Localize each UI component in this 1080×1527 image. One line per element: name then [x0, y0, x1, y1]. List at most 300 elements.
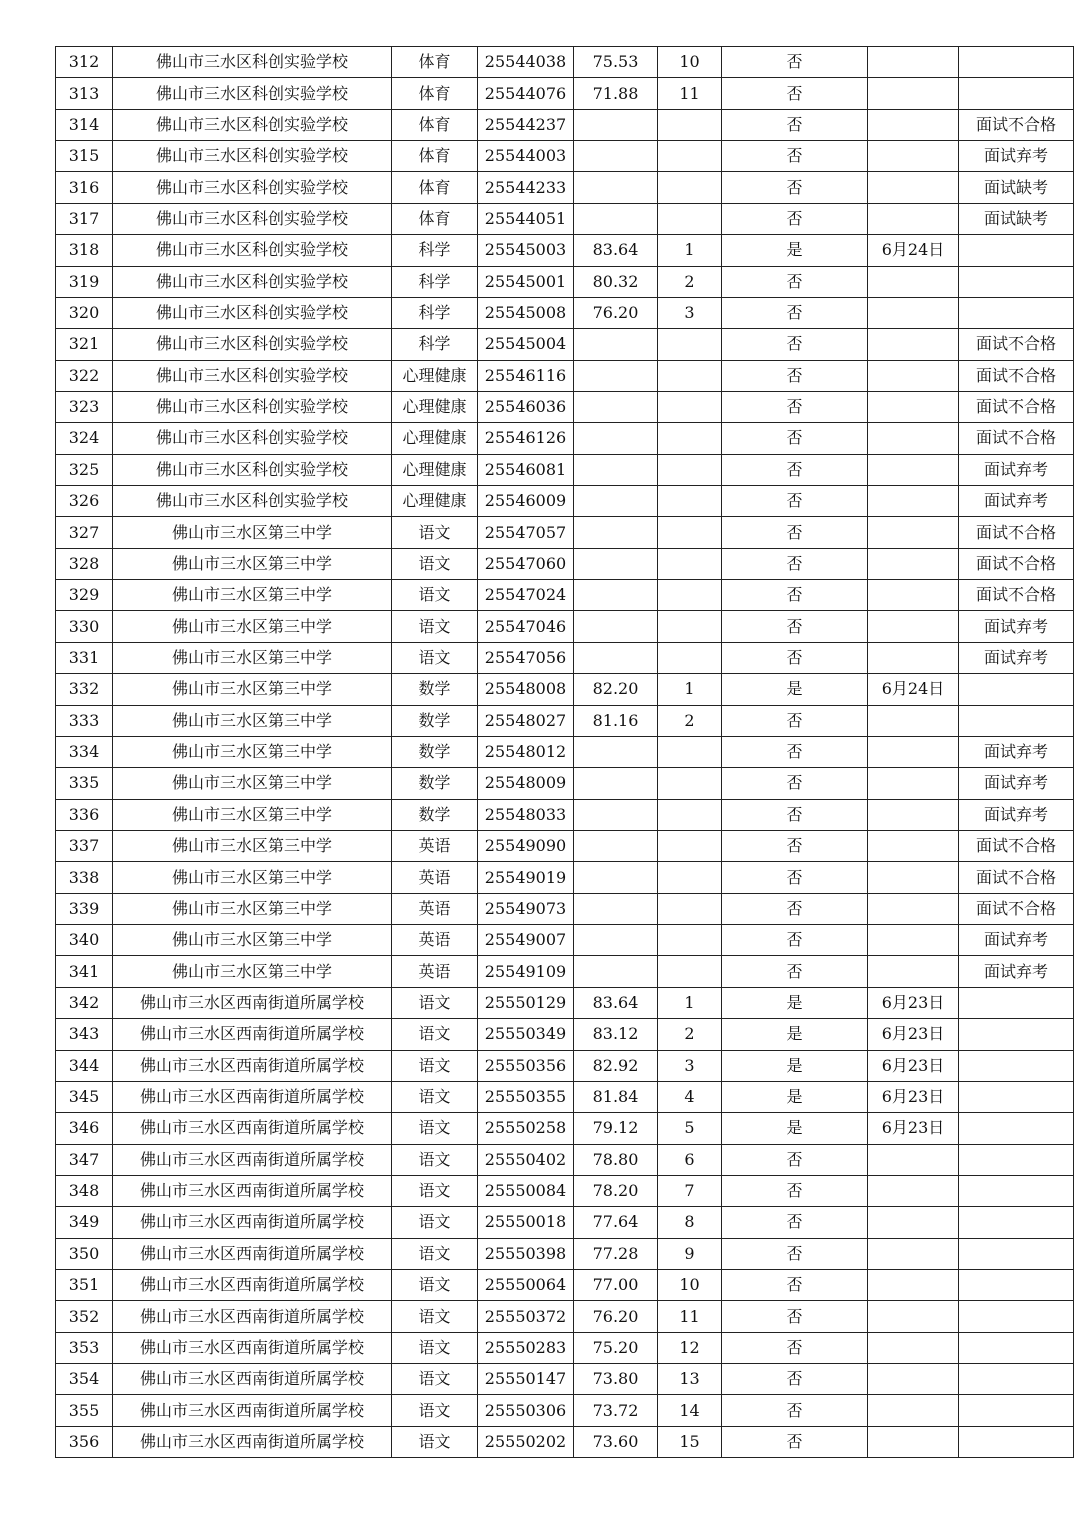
physical-exam-date-cell [868, 642, 959, 673]
subject-cell: 英语 [392, 956, 478, 987]
subject-cell: 语文 [392, 1270, 478, 1301]
row-number-cell: 316 [56, 172, 113, 203]
score-cell: 81.16 [574, 705, 658, 736]
subject-cell: 语文 [392, 1113, 478, 1144]
enter-physical-exam-cell: 否 [722, 47, 868, 78]
physical-exam-date-cell: 6月24日 [868, 235, 959, 266]
enter-physical-exam-cell: 否 [722, 423, 868, 454]
remark-cell [959, 1270, 1074, 1301]
score-cell: 71.88 [574, 78, 658, 109]
table-row [56, 1207, 1074, 1238]
remark-cell [959, 987, 1074, 1018]
table-row [56, 1019, 1074, 1050]
remark-cell [959, 235, 1074, 266]
exam-id-cell: 25544233 [478, 172, 574, 203]
table-row [56, 642, 1074, 673]
rank-cell [658, 423, 722, 454]
rank-cell: 1 [658, 674, 722, 705]
subject-cell: 数学 [392, 705, 478, 736]
score-cell [574, 548, 658, 579]
table-row [56, 47, 1074, 78]
subject-cell: 语文 [392, 1301, 478, 1332]
subject-cell: 心理健康 [392, 360, 478, 391]
school-name-cell: 佛山市三水区科创实验学校 [113, 486, 392, 517]
table-row [56, 580, 1074, 611]
score-cell: 73.72 [574, 1395, 658, 1426]
enter-physical-exam-cell: 否 [722, 925, 868, 956]
table-row [56, 1332, 1074, 1363]
table-row [56, 1144, 1074, 1175]
physical-exam-date-cell [868, 580, 959, 611]
physical-exam-date-cell: 6月23日 [868, 987, 959, 1018]
physical-exam-date-cell [868, 893, 959, 924]
remark-cell: 面试弃考 [959, 141, 1074, 172]
score-cell: 73.80 [574, 1364, 658, 1395]
rank-cell: 6 [658, 1144, 722, 1175]
physical-exam-date-cell [868, 548, 959, 579]
remark-cell: 面试弃考 [959, 799, 1074, 830]
physical-exam-date-cell [868, 109, 959, 140]
rank-cell [658, 893, 722, 924]
table-row [56, 1050, 1074, 1081]
remark-cell: 面试不合格 [959, 423, 1074, 454]
row-number-cell: 312 [56, 47, 113, 78]
exam-id-cell: 25549007 [478, 925, 574, 956]
table-row [56, 486, 1074, 517]
enter-physical-exam-cell: 是 [722, 987, 868, 1018]
rank-cell: 2 [658, 705, 722, 736]
score-cell [574, 956, 658, 987]
remark-cell: 面试弃考 [959, 642, 1074, 673]
score-cell: 73.60 [574, 1426, 658, 1457]
remark-cell: 面试弃考 [959, 611, 1074, 642]
score-cell: 77.00 [574, 1270, 658, 1301]
physical-exam-date-cell: 6月23日 [868, 1019, 959, 1050]
subject-cell: 体育 [392, 78, 478, 109]
enter-physical-exam-cell: 否 [722, 1238, 868, 1269]
physical-exam-date-cell [868, 1175, 959, 1206]
table-row [56, 830, 1074, 861]
school-name-cell: 佛山市三水区第三中学 [113, 956, 392, 987]
score-cell [574, 423, 658, 454]
remark-cell [959, 1207, 1074, 1238]
exam-id-cell: 25547024 [478, 580, 574, 611]
subject-cell: 语文 [392, 1238, 478, 1269]
school-name-cell: 佛山市三水区西南街道所属学校 [113, 1175, 392, 1206]
row-number-cell: 325 [56, 454, 113, 485]
school-name-cell: 佛山市三水区第三中学 [113, 674, 392, 705]
school-name-cell: 佛山市三水区科创实验学校 [113, 391, 392, 422]
school-name-cell: 佛山市三水区西南街道所属学校 [113, 1301, 392, 1332]
physical-exam-date-cell: 6月23日 [868, 1050, 959, 1081]
table-body [56, 47, 1074, 1458]
subject-cell: 体育 [392, 203, 478, 234]
enter-physical-exam-cell: 否 [722, 1207, 868, 1238]
exam-id-cell: 25546116 [478, 360, 574, 391]
remark-cell: 面试弃考 [959, 956, 1074, 987]
rank-cell [658, 925, 722, 956]
table-row [56, 548, 1074, 579]
subject-cell: 心理健康 [392, 486, 478, 517]
physical-exam-date-cell: 6月23日 [868, 1113, 959, 1144]
rank-cell [658, 109, 722, 140]
school-name-cell: 佛山市三水区西南街道所属学校 [113, 1332, 392, 1363]
subject-cell: 语文 [392, 580, 478, 611]
subject-cell: 语文 [392, 1395, 478, 1426]
score-cell [574, 830, 658, 861]
remark-cell: 面试不合格 [959, 548, 1074, 579]
enter-physical-exam-cell: 否 [722, 1270, 868, 1301]
score-cell [574, 141, 658, 172]
physical-exam-date-cell [868, 1426, 959, 1457]
physical-exam-date-cell [868, 172, 959, 203]
results-table [55, 46, 1074, 1458]
enter-physical-exam-cell: 是 [722, 235, 868, 266]
row-number-cell: 333 [56, 705, 113, 736]
row-number-cell: 315 [56, 141, 113, 172]
school-name-cell: 佛山市三水区第三中学 [113, 830, 392, 861]
enter-physical-exam-cell: 否 [722, 360, 868, 391]
score-cell [574, 580, 658, 611]
physical-exam-date-cell [868, 1270, 959, 1301]
table-row [56, 768, 1074, 799]
table-row [56, 391, 1074, 422]
table-row [56, 611, 1074, 642]
remark-cell [959, 1426, 1074, 1457]
table-row [56, 172, 1074, 203]
score-cell: 78.20 [574, 1175, 658, 1206]
school-name-cell: 佛山市三水区科创实验学校 [113, 141, 392, 172]
physical-exam-date-cell [868, 360, 959, 391]
rank-cell [658, 580, 722, 611]
physical-exam-date-cell [868, 1332, 959, 1363]
subject-cell: 科学 [392, 297, 478, 328]
subject-cell: 心理健康 [392, 391, 478, 422]
remark-cell [959, 1332, 1074, 1363]
enter-physical-exam-cell: 否 [722, 799, 868, 830]
score-cell [574, 799, 658, 830]
score-cell: 83.12 [574, 1019, 658, 1050]
table-row [56, 705, 1074, 736]
subject-cell: 科学 [392, 329, 478, 360]
table-row [56, 799, 1074, 830]
row-number-cell: 331 [56, 642, 113, 673]
enter-physical-exam-cell: 否 [722, 454, 868, 485]
remark-cell [959, 266, 1074, 297]
rank-cell: 1 [658, 235, 722, 266]
row-number-cell: 317 [56, 203, 113, 234]
exam-id-cell: 25550356 [478, 1050, 574, 1081]
remark-cell: 面试不合格 [959, 517, 1074, 548]
score-cell [574, 611, 658, 642]
enter-physical-exam-cell: 否 [722, 1175, 868, 1206]
enter-physical-exam-cell: 是 [722, 1019, 868, 1050]
exam-id-cell: 25548027 [478, 705, 574, 736]
subject-cell: 语文 [392, 1019, 478, 1050]
physical-exam-date-cell [868, 423, 959, 454]
exam-id-cell: 25546036 [478, 391, 574, 422]
remark-cell [959, 47, 1074, 78]
enter-physical-exam-cell: 否 [722, 1426, 868, 1457]
table-row [56, 266, 1074, 297]
enter-physical-exam-cell: 否 [722, 1301, 868, 1332]
enter-physical-exam-cell: 否 [722, 830, 868, 861]
score-cell: 78.80 [574, 1144, 658, 1175]
physical-exam-date-cell [868, 141, 959, 172]
exam-id-cell: 25547046 [478, 611, 574, 642]
exam-id-cell: 25550202 [478, 1426, 574, 1457]
score-cell: 82.92 [574, 1050, 658, 1081]
table-row [56, 329, 1074, 360]
remark-cell: 面试不合格 [959, 580, 1074, 611]
row-number-cell: 319 [56, 266, 113, 297]
table-row [56, 360, 1074, 391]
rank-cell: 11 [658, 78, 722, 109]
row-number-cell: 327 [56, 517, 113, 548]
remark-cell [959, 674, 1074, 705]
school-name-cell: 佛山市三水区科创实验学校 [113, 47, 392, 78]
school-name-cell: 佛山市三水区科创实验学校 [113, 297, 392, 328]
table-row [56, 1270, 1074, 1301]
physical-exam-date-cell [868, 1364, 959, 1395]
subject-cell: 体育 [392, 47, 478, 78]
subject-cell: 科学 [392, 235, 478, 266]
exam-id-cell: 25547060 [478, 548, 574, 579]
school-name-cell: 佛山市三水区第三中学 [113, 862, 392, 893]
score-cell: 77.28 [574, 1238, 658, 1269]
subject-cell: 语文 [392, 611, 478, 642]
remark-cell: 面试不合格 [959, 391, 1074, 422]
rank-cell [658, 736, 722, 767]
exam-id-cell: 25550258 [478, 1113, 574, 1144]
school-name-cell: 佛山市三水区科创实验学校 [113, 329, 392, 360]
row-number-cell: 344 [56, 1050, 113, 1081]
subject-cell: 语文 [392, 517, 478, 548]
physical-exam-date-cell [868, 1207, 959, 1238]
subject-cell: 英语 [392, 925, 478, 956]
score-cell [574, 109, 658, 140]
school-name-cell: 佛山市三水区第三中学 [113, 517, 392, 548]
rank-cell [658, 454, 722, 485]
exam-id-cell: 25549073 [478, 893, 574, 924]
physical-exam-date-cell [868, 47, 959, 78]
subject-cell: 语文 [392, 1175, 478, 1206]
subject-cell: 科学 [392, 266, 478, 297]
enter-physical-exam-cell: 否 [722, 1364, 868, 1395]
school-name-cell: 佛山市三水区西南街道所属学校 [113, 1238, 392, 1269]
physical-exam-date-cell [868, 705, 959, 736]
exam-id-cell: 25548012 [478, 736, 574, 767]
row-number-cell: 324 [56, 423, 113, 454]
school-name-cell: 佛山市三水区第三中学 [113, 736, 392, 767]
physical-exam-date-cell [868, 391, 959, 422]
enter-physical-exam-cell: 是 [722, 1113, 868, 1144]
score-cell [574, 486, 658, 517]
school-name-cell: 佛山市三水区科创实验学校 [113, 454, 392, 485]
rank-cell: 5 [658, 1113, 722, 1144]
exam-id-cell: 25548009 [478, 768, 574, 799]
row-number-cell: 332 [56, 674, 113, 705]
rank-cell [658, 830, 722, 861]
table-row [56, 297, 1074, 328]
school-name-cell: 佛山市三水区西南街道所属学校 [113, 1113, 392, 1144]
enter-physical-exam-cell: 否 [722, 78, 868, 109]
rank-cell: 13 [658, 1364, 722, 1395]
physical-exam-date-cell [868, 1301, 959, 1332]
score-cell: 80.32 [574, 266, 658, 297]
physical-exam-date-cell [868, 266, 959, 297]
enter-physical-exam-cell: 否 [722, 1144, 868, 1175]
table-row [56, 862, 1074, 893]
exam-id-cell: 25550349 [478, 1019, 574, 1050]
school-name-cell: 佛山市三水区第三中学 [113, 611, 392, 642]
remark-cell [959, 297, 1074, 328]
remark-cell: 面试缺考 [959, 172, 1074, 203]
remark-cell [959, 1144, 1074, 1175]
row-number-cell: 338 [56, 862, 113, 893]
row-number-cell: 340 [56, 925, 113, 956]
remark-cell: 面试不合格 [959, 109, 1074, 140]
table-row [56, 674, 1074, 705]
score-cell [574, 642, 658, 673]
row-number-cell: 321 [56, 329, 113, 360]
row-number-cell: 330 [56, 611, 113, 642]
row-number-cell: 349 [56, 1207, 113, 1238]
exam-id-cell: 25546081 [478, 454, 574, 485]
physical-exam-date-cell [868, 454, 959, 485]
school-name-cell: 佛山市三水区科创实验学校 [113, 203, 392, 234]
enter-physical-exam-cell: 否 [722, 580, 868, 611]
rank-cell: 4 [658, 1081, 722, 1112]
rank-cell [658, 391, 722, 422]
remark-cell [959, 1364, 1074, 1395]
score-cell: 83.64 [574, 235, 658, 266]
rank-cell [658, 517, 722, 548]
enter-physical-exam-cell: 否 [722, 391, 868, 422]
exam-id-cell: 25550306 [478, 1395, 574, 1426]
score-cell: 81.84 [574, 1081, 658, 1112]
school-name-cell: 佛山市三水区西南街道所属学校 [113, 1426, 392, 1457]
remark-cell: 面试弃考 [959, 768, 1074, 799]
score-cell [574, 360, 658, 391]
rank-cell [658, 486, 722, 517]
rank-cell [658, 141, 722, 172]
table-row [56, 987, 1074, 1018]
enter-physical-exam-cell: 否 [722, 705, 868, 736]
exam-id-cell: 25550283 [478, 1332, 574, 1363]
school-name-cell: 佛山市三水区科创实验学校 [113, 172, 392, 203]
score-cell: 83.64 [574, 987, 658, 1018]
enter-physical-exam-cell: 否 [722, 862, 868, 893]
physical-exam-date-cell [868, 517, 959, 548]
score-cell [574, 893, 658, 924]
table-row [56, 1395, 1074, 1426]
school-name-cell: 佛山市三水区科创实验学校 [113, 360, 392, 391]
school-name-cell: 佛山市三水区第三中学 [113, 705, 392, 736]
enter-physical-exam-cell: 否 [722, 956, 868, 987]
rank-cell: 14 [658, 1395, 722, 1426]
rank-cell [658, 548, 722, 579]
row-number-cell: 326 [56, 486, 113, 517]
rank-cell [658, 172, 722, 203]
remark-cell: 面试弃考 [959, 925, 1074, 956]
physical-exam-date-cell [868, 799, 959, 830]
subject-cell: 体育 [392, 109, 478, 140]
rank-cell: 8 [658, 1207, 722, 1238]
rank-cell: 15 [658, 1426, 722, 1457]
enter-physical-exam-cell: 否 [722, 329, 868, 360]
table-row [56, 1113, 1074, 1144]
table-row [56, 235, 1074, 266]
subject-cell: 英语 [392, 830, 478, 861]
school-name-cell: 佛山市三水区第三中学 [113, 768, 392, 799]
enter-physical-exam-cell: 否 [722, 611, 868, 642]
exam-id-cell: 25550147 [478, 1364, 574, 1395]
remark-cell [959, 1050, 1074, 1081]
exam-id-cell: 25546126 [478, 423, 574, 454]
remark-cell: 面试不合格 [959, 360, 1074, 391]
school-name-cell: 佛山市三水区西南街道所属学校 [113, 1144, 392, 1175]
rank-cell [658, 611, 722, 642]
enter-physical-exam-cell: 否 [722, 486, 868, 517]
subject-cell: 心理健康 [392, 454, 478, 485]
table-row [56, 1238, 1074, 1269]
enter-physical-exam-cell: 否 [722, 266, 868, 297]
remark-cell [959, 78, 1074, 109]
score-cell [574, 862, 658, 893]
exam-id-cell: 25550084 [478, 1175, 574, 1206]
exam-id-cell: 25548033 [478, 799, 574, 830]
school-name-cell: 佛山市三水区西南街道所属学校 [113, 1270, 392, 1301]
row-number-cell: 336 [56, 799, 113, 830]
enter-physical-exam-cell: 否 [722, 893, 868, 924]
exam-id-cell: 25550372 [478, 1301, 574, 1332]
row-number-cell: 313 [56, 78, 113, 109]
table-row [56, 893, 1074, 924]
table-row [56, 736, 1074, 767]
school-name-cell: 佛山市三水区第三中学 [113, 548, 392, 579]
remark-cell: 面试不合格 [959, 862, 1074, 893]
enter-physical-exam-cell: 是 [722, 1081, 868, 1112]
school-name-cell: 佛山市三水区第三中学 [113, 799, 392, 830]
rank-cell [658, 862, 722, 893]
score-cell [574, 454, 658, 485]
exam-id-cell: 25550018 [478, 1207, 574, 1238]
subject-cell: 语文 [392, 1144, 478, 1175]
enter-physical-exam-cell: 否 [722, 768, 868, 799]
physical-exam-date-cell [868, 297, 959, 328]
enter-physical-exam-cell: 否 [722, 172, 868, 203]
score-cell [574, 203, 658, 234]
remark-cell [959, 1113, 1074, 1144]
row-number-cell: 356 [56, 1426, 113, 1457]
subject-cell: 语文 [392, 548, 478, 579]
exam-id-cell: 25547057 [478, 517, 574, 548]
physical-exam-date-cell [868, 78, 959, 109]
subject-cell: 语文 [392, 1207, 478, 1238]
rank-cell [658, 329, 722, 360]
rank-cell: 10 [658, 1270, 722, 1301]
school-name-cell: 佛山市三水区第三中学 [113, 580, 392, 611]
row-number-cell: 341 [56, 956, 113, 987]
subject-cell: 英语 [392, 862, 478, 893]
remark-cell: 面试弃考 [959, 454, 1074, 485]
row-number-cell: 355 [56, 1395, 113, 1426]
table-row [56, 956, 1074, 987]
school-name-cell: 佛山市三水区第三中学 [113, 642, 392, 673]
subject-cell: 英语 [392, 893, 478, 924]
subject-cell: 数学 [392, 674, 478, 705]
